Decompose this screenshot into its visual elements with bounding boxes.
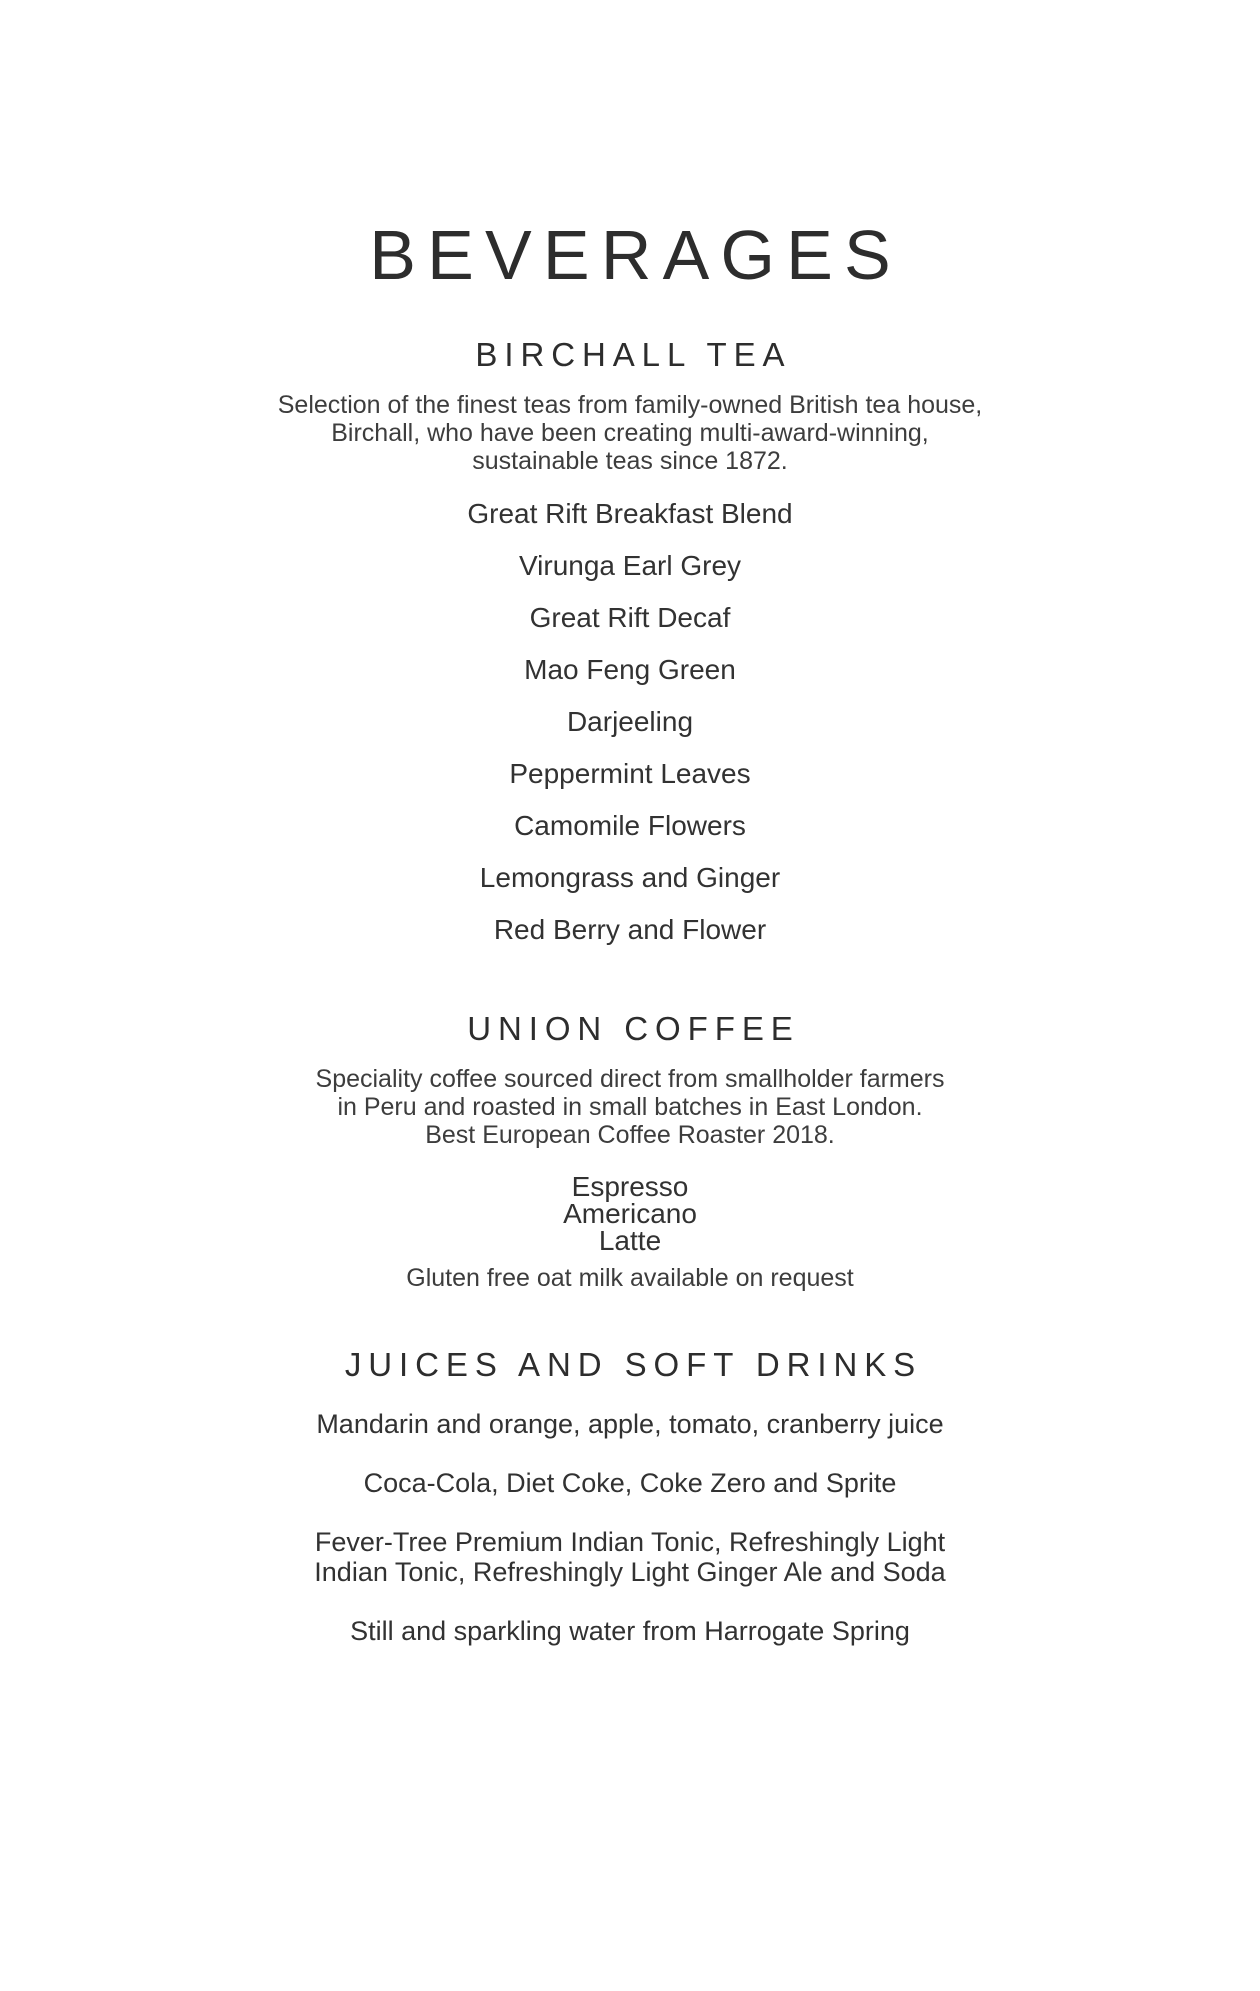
description-line: Best European Coffee Roaster 2018. (425, 1121, 835, 1149)
menu-item-sodas (0, 1468, 1260, 1498)
menu-item-line: Coca-Cola, Diet Coke, Coke Zero and Sprite (363, 1468, 897, 1498)
menu-item-red-berry-and-flower: Red Berry and Flower (493, 914, 767, 945)
menu-item-line: Still and sparkling water from Harrogate Spring (350, 1616, 910, 1646)
menu-item-great-rift-breakfast-blend: Great Rift Breakfast Blend (467, 498, 793, 529)
section-birchall-tea (0, 338, 1260, 944)
menu-item-line: Fever-Tree Premium Indian Tonic, Refreshingly Light (314, 1527, 946, 1557)
page-title: BEVERAGES (369, 216, 902, 294)
menu-item-espresso: Espresso (571, 1171, 689, 1202)
oat-milk-note: Gluten free oat milk available on request (406, 1264, 854, 1292)
menu-item-line: Indian Tonic, Refreshingly Light Ginger Ale and Soda (314, 1557, 946, 1587)
description-line: Selection of the finest teas from family-owned British tea house, (277, 391, 983, 419)
section-juices-soft-drinks (0, 1348, 1260, 1646)
juices-soft-drinks-heading: JUICES AND SOFT DRINKS (344, 1346, 923, 1383)
menu-item-juices (0, 1409, 1260, 1439)
birchall-tea-heading: BIRCHALL TEA (475, 336, 792, 373)
union-coffee-description (0, 1065, 1260, 1149)
menu-item-americano: Americano (563, 1198, 697, 1229)
menu-item-great-rift-decaf: Great Rift Decaf (529, 602, 731, 633)
menu-item-lemongrass-and-ginger: Lemongrass and Ginger (479, 862, 781, 893)
menu-item-latte: Latte (598, 1225, 662, 1256)
birchall-tea-description (0, 391, 1260, 475)
description-line: in Peru and roasted in small batches in East London. (337, 1093, 923, 1121)
description-line: sustainable teas since 1872. (472, 447, 788, 475)
juices-soft-drinks-list (0, 1409, 1260, 1646)
section-union-coffee (0, 1012, 1260, 1292)
menu-item-peppermint-leaves: Peppermint Leaves (509, 758, 751, 789)
description-line: Speciality coffee sourced direct from smallholder farmers (315, 1065, 945, 1093)
menu-item-mao-feng-green: Mao Feng Green (524, 654, 736, 685)
menu-item-darjeeling: Darjeeling (566, 706, 694, 737)
menu-item-virunga-earl-grey: Virunga Earl Grey (518, 550, 742, 581)
menu-item-camomile-flowers: Camomile Flowers (514, 810, 746, 841)
menu-item-fever-tree-mixers (0, 1527, 1260, 1587)
description-line: Birchall, who have been creating multi-award-winning, (331, 419, 929, 447)
birchall-tea-list (0, 500, 1260, 944)
menu-item-line: Mandarin and orange, apple, tomato, cranberry juice (316, 1409, 944, 1439)
menu-item-water (0, 1616, 1260, 1646)
union-coffee-list (0, 1173, 1260, 1254)
union-coffee-heading: UNION COFFEE (467, 1010, 800, 1047)
